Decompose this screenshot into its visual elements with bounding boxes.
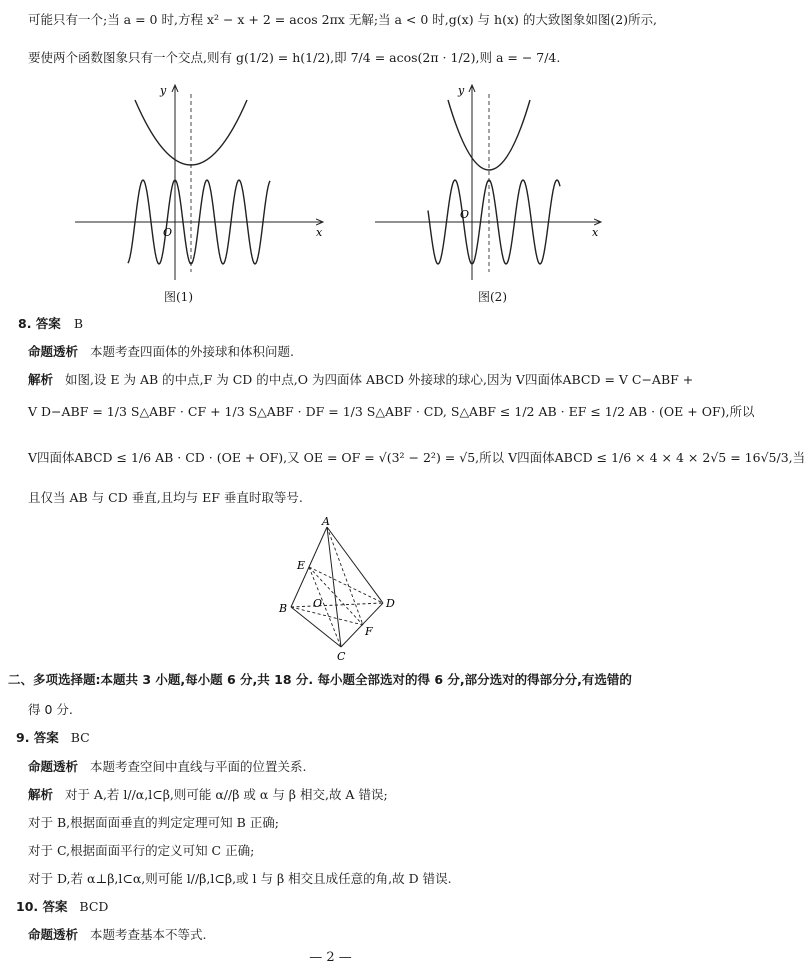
q8-answer-value: B (73, 316, 84, 331)
q9-intent-label: 命题透析 (28, 759, 79, 774)
q10-answer-title: 10. 答案 (16, 899, 68, 914)
section-2-title-cont: 得 0 分. (28, 702, 73, 717)
tetra-label-C: C (337, 650, 346, 663)
q10-intent-label: 命题透析 (28, 927, 79, 942)
q9-intent (28, 759, 306, 775)
tetra-label-E: E (297, 559, 306, 572)
q8-analysis-line-1 (28, 372, 693, 388)
q8-analysis-text-1: 如图,设 E 为 AB 的中点,F 为 CD 的中点,O 为四面体 ABCD 外接球的球心,因为 V四面体ABCD = V C−ABF + (64, 372, 694, 387)
q8-analysis-line-2: V D−ABF = 1/3 S△ABF · CF + 1/3 S△ABF · DF = 1/3 S△ABF · CD, S△ABF ≤ 1/2 AB · EF ≤ 1/2 AB · (OE + OF),所以 (28, 404, 755, 419)
q9-answer-heading (16, 730, 90, 746)
q8-analysis-line-4: 且仅当 AB 与 CD 垂直,且均与 EF 垂直时取等号. (28, 490, 303, 505)
q9-intent-text: 本题考查空间中直线与平面的位置关系. (89, 759, 307, 774)
q8-answer-heading (18, 316, 83, 332)
page-number: — 2 — (309, 950, 352, 965)
q9-answer-value: BC (70, 730, 90, 745)
tetra-label-A: A (322, 515, 330, 528)
fig1-x-label: x (316, 226, 323, 239)
q9-answer-title: 9. 答案 (16, 730, 59, 745)
q10-answer-value: BCD (79, 899, 109, 914)
tetra-label-F: F (365, 625, 373, 638)
fig2-origin-label: O (460, 208, 470, 221)
tetrahedron-figure (275, 515, 405, 663)
tetra-label-O: O (313, 597, 323, 610)
q8-analysis-label: 解析 (28, 372, 54, 387)
q8-intent-text: 本题考查四面体的外接球和体积问题. (89, 344, 294, 359)
intro-line-2: 要使两个函数图象只有一个交点,则有 g(1/2) = h(1/2),即 7/4 = acos(2π · 1/2),则 a = − 7/4. (28, 50, 561, 65)
q8-intent (28, 344, 294, 360)
figure-2-graph (360, 80, 640, 310)
q9-analysis-line-1 (28, 787, 388, 803)
fig1-origin-label: O (163, 226, 173, 239)
tetra-label-D: D (386, 597, 395, 610)
q10-intent (28, 927, 206, 943)
q9-analysis-label: 解析 (28, 787, 54, 802)
q8-analysis-line-3: V四面体ABCD ≤ 1/6 AB · CD · (OE + OF),又 OE = OF = √(3² − 2²) = √5,所以 V四面体ABCD ≤ 1/6 × 4 × 4 × 2√5 = 16√5/3,当 (28, 450, 805, 465)
fig1-y-label: y (160, 84, 167, 97)
figure-2-caption: 图(2) (478, 290, 507, 304)
intro-line-1: 可能只有一个;当 a = 0 时,方程 x² − x + 2 = acos 2πx 无解;当 a < 0 时,g(x) 与 h(x) 的大致图象如图(2)所示, (28, 12, 658, 27)
q10-answer-heading (16, 899, 108, 915)
q8-intent-label: 命题透析 (28, 344, 79, 359)
q9-analysis-line-2: 对于 B,根据面面垂直的判定定理可知 B 正确; (28, 815, 279, 830)
q10-intent-text: 本题考查基本不等式. (89, 927, 207, 942)
q9-analysis-line-4: 对于 D,若 α⊥β,l⊂α,则可能 l//β,l⊂β,或 l 与 β 相交且成任意的角,故 D 错误. (28, 871, 452, 886)
q8-answer-title: 8. 答案 (18, 316, 61, 331)
tetra-label-B: B (279, 602, 288, 615)
figure-1-graph (60, 80, 340, 310)
q9-analysis-line-3: 对于 C,根据面面平行的定义可知 C 正确; (28, 843, 255, 858)
fig2-x-label: x (592, 226, 599, 239)
figure-1-caption: 图(1) (164, 290, 193, 304)
section-2-title: 二、多项选择题:本题共 3 小题,每小题 6 分,共 18 分. 每小题全部选对的得 6 分,部分选对的得部分分,有选错的 (8, 672, 632, 687)
fig2-y-label: y (458, 84, 465, 97)
q9-analysis-text-1: 对于 A,若 l//α,l⊂β,则可能 α//β 或 α 与 β 相交,故 A 错误; (64, 787, 388, 802)
